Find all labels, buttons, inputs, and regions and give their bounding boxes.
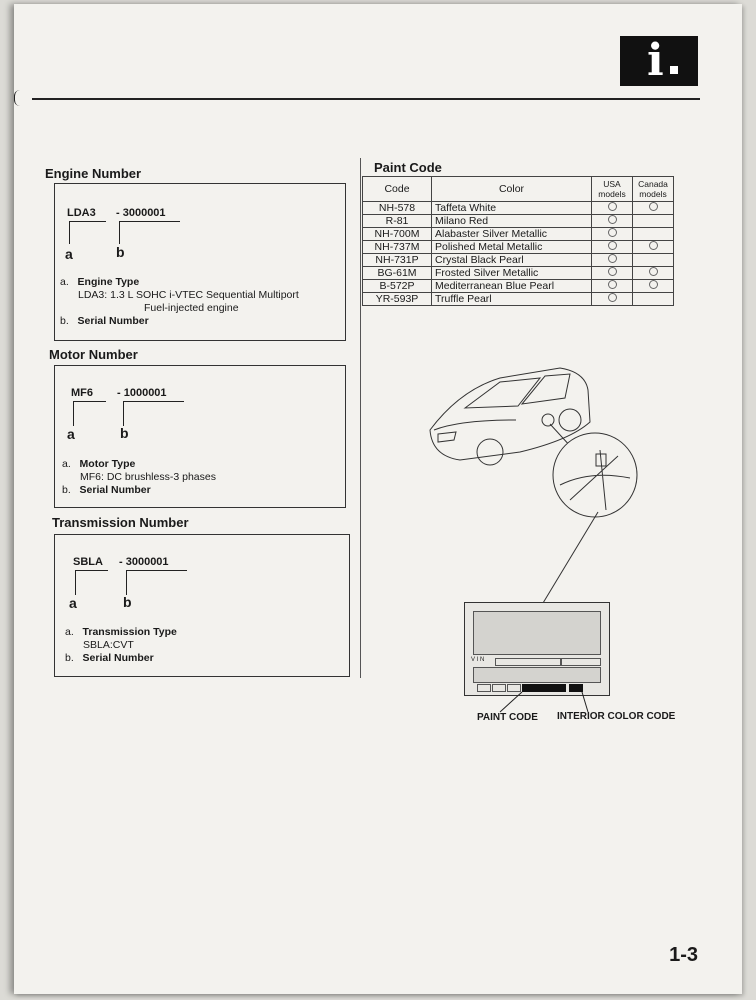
paint-canada-cell	[633, 280, 674, 293]
paint-code-cell: NH-700M	[363, 228, 432, 241]
paint-code-caption: PAINT CODE	[477, 712, 538, 723]
paint-canada-cell	[633, 254, 674, 267]
engine-letter-b: b	[116, 244, 125, 260]
engine-type-detail-2: Fuel-injected engine	[144, 302, 239, 314]
paint-row	[363, 202, 674, 215]
paint-color-cell: Mediterranean Blue Pearl	[432, 280, 592, 293]
engine-number-heading: Engine Number	[45, 166, 142, 181]
transmission-bracket-a	[75, 570, 108, 595]
info-tab-chip	[670, 66, 678, 74]
transmission-item-a-prefix: a.	[65, 626, 74, 638]
paint-color-cell: Polished Metal Metallic	[432, 241, 592, 254]
paint-canada-cell	[633, 267, 674, 280]
transmission-type-label: Transmission Type	[82, 626, 177, 638]
availability-circle-icon	[608, 293, 617, 302]
availability-circle-icon	[608, 215, 617, 224]
paint-row	[363, 280, 674, 293]
car-door-marker	[542, 414, 554, 426]
transmission-description	[65, 626, 177, 665]
motor-letter-a: a	[67, 426, 75, 442]
paint-row	[363, 267, 674, 280]
availability-circle-icon	[649, 241, 658, 250]
paint-usa-cell	[592, 228, 633, 241]
engine-item-b-prefix: b.	[60, 315, 69, 327]
paint-canada-cell	[633, 215, 674, 228]
availability-circle-icon	[608, 202, 617, 211]
paint-color-cell: Taffeta White	[432, 202, 592, 215]
paint-code-heading: Paint Code	[374, 160, 442, 175]
car-side-window	[522, 374, 570, 404]
availability-circle-icon	[649, 280, 658, 289]
vin-text: V I N	[471, 657, 485, 663]
transmission-item-b-prefix: b.	[65, 652, 74, 664]
paint-row	[363, 215, 674, 228]
paint-usa-cell	[592, 293, 633, 306]
motor-serial-label: Serial Number	[79, 484, 151, 496]
paint-canada-cell	[633, 228, 674, 241]
paint-canada-cell	[633, 202, 674, 215]
paint-code-cell: NH-737M	[363, 241, 432, 254]
paint-color-cell: Frosted Silver Metallic	[432, 267, 592, 280]
paint-usa-cell	[592, 241, 633, 254]
paint-color-cell: Truffle Pearl	[432, 293, 592, 306]
paint-row	[363, 228, 674, 241]
paint-row	[363, 293, 674, 306]
engine-type-label: Engine Type	[77, 276, 140, 288]
motor-serial: - 1000001	[117, 387, 167, 399]
paint-code-cell: YR-593P	[363, 293, 432, 306]
transmission-serial: - 3000001	[119, 556, 169, 568]
binding-mark	[14, 90, 21, 106]
availability-circle-icon	[649, 267, 658, 276]
leader-to-label	[540, 512, 598, 608]
paint-usa-cell	[592, 280, 633, 293]
paint-code-cell: NH-578	[363, 202, 432, 215]
vehicle-diagram	[420, 360, 650, 610]
engine-serial-label: Serial Number	[77, 315, 149, 327]
paint-canada-cell	[633, 293, 674, 306]
availability-circle-icon	[649, 202, 658, 211]
car-front-wheel	[477, 439, 503, 465]
info-i-tab-icon	[620, 36, 698, 86]
motor-type-label: Motor Type	[79, 458, 136, 470]
car-rear-wheel	[559, 409, 581, 431]
motor-item-a-prefix: a.	[62, 458, 71, 470]
paint-color-cell: Crystal Black Pearl	[432, 254, 592, 267]
motor-type-detail-1: MF6: DC brushless-3 phases	[80, 471, 216, 483]
paint-color-cell: Alabaster Silver Metallic	[432, 228, 592, 241]
label-upper-panel	[473, 611, 601, 655]
paint-color-cell: Milano Red	[432, 215, 592, 228]
motor-letter-b: b	[120, 425, 129, 441]
transmission-serial-label: Serial Number	[82, 652, 154, 664]
vin-label-plate	[464, 602, 610, 696]
paint-row	[363, 241, 674, 254]
motor-bracket-b	[123, 401, 184, 426]
motor-item-b-prefix: b.	[62, 484, 71, 496]
paint-code-cell: BG-61M	[363, 267, 432, 280]
engine-item-a-prefix: a.	[60, 276, 69, 288]
transmission-number-heading: Transmission Number	[52, 515, 189, 530]
motor-number-heading: Motor Number	[49, 347, 138, 362]
transmission-letter-b: b	[123, 594, 132, 610]
label-lower-panel	[473, 667, 601, 683]
motor-bracket-a	[73, 401, 106, 426]
paint-col-usa: USA models	[592, 177, 633, 202]
availability-circle-icon	[608, 280, 617, 289]
availability-circle-icon	[608, 241, 617, 250]
paint-code-cell: R-81	[363, 215, 432, 228]
motor-code: MF6	[71, 387, 93, 399]
paint-usa-cell	[592, 254, 633, 267]
column-divider	[360, 158, 361, 678]
paint-usa-cell	[592, 202, 633, 215]
paint-usa-cell	[592, 267, 633, 280]
paint-table-header-row	[363, 177, 674, 202]
vin-field	[495, 658, 561, 666]
engine-letter-a: a	[65, 246, 73, 262]
engine-bracket-a	[69, 221, 106, 244]
availability-circle-icon	[608, 267, 617, 276]
door-jamb-detail	[553, 433, 637, 517]
paint-usa-cell	[592, 215, 633, 228]
paint-code-table	[362, 176, 674, 306]
transmission-type-detail-1: SBLA:CVT	[83, 639, 134, 651]
paint-table-body	[363, 202, 674, 306]
page-number: 1-3	[669, 944, 698, 966]
engine-description	[60, 276, 299, 328]
paint-code-cell: NH-731P	[363, 254, 432, 267]
engine-serial: - 3000001	[116, 207, 166, 219]
availability-circle-icon	[608, 254, 617, 263]
motor-description	[62, 458, 216, 497]
interior-color-code-caption: INTERIOR COLOR CODE	[557, 711, 676, 722]
info-glyph: i	[647, 35, 664, 86]
paint-row	[363, 254, 674, 267]
car-headlight	[438, 432, 456, 442]
transmission-code: SBLA	[73, 556, 103, 568]
paint-code-cell: B-572P	[363, 280, 432, 293]
transmission-bracket-b	[126, 570, 187, 595]
engine-bracket-b	[119, 221, 180, 244]
engine-type-detail-1: LDA3: 1.3 L SOHC i-VTEC Sequential Multiport	[78, 289, 299, 301]
header-rule	[32, 98, 700, 100]
engine-code: LDA3	[67, 207, 96, 219]
paint-canada-cell	[633, 241, 674, 254]
availability-circle-icon	[608, 228, 617, 237]
paint-col-code: Code	[363, 177, 432, 202]
vin-field-2	[561, 658, 601, 666]
transmission-letter-a: a	[69, 595, 77, 611]
paint-col-color: Color	[432, 177, 592, 202]
paint-col-canada: Canada models	[633, 177, 674, 202]
car-hood-line	[434, 420, 516, 430]
